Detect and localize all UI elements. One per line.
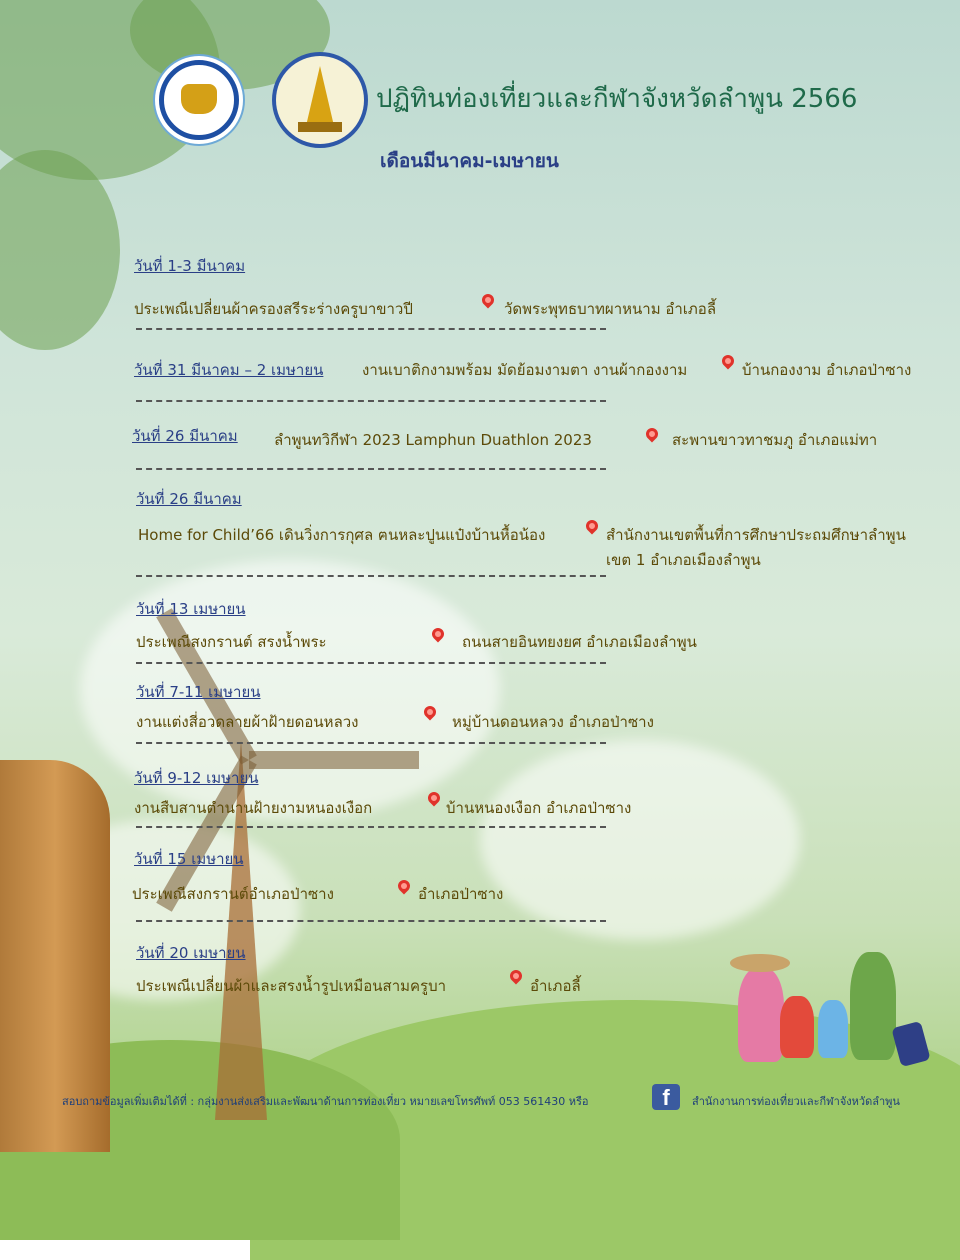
- ministry-logo: [155, 56, 243, 144]
- suitcase-icon: [891, 1021, 930, 1067]
- event-location: สำนักงานเขตพื้นที่การศึกษาประถมศึกษาลำพูน: [606, 526, 906, 544]
- event-name: งานเบาติกงามพร้อม มัดย้อมงามตา งานผ้ากองงาม: [362, 361, 688, 379]
- stupa-base: [298, 122, 342, 132]
- divider: [136, 662, 606, 664]
- event-name: ประเพณีเปลี่ยนผ้าครองสรีระร่างครูบาขาวปี: [134, 300, 413, 318]
- event-date: วันที่ 26 มีนาคม: [132, 427, 238, 445]
- event-name: ประเพณีสงกรานต์ สรงน้ำพระ: [136, 633, 327, 651]
- page-subtitle: เดือนมีนาคม-เมษายน: [380, 150, 559, 172]
- event-date: วันที่ 7-11 เมษายน: [136, 683, 261, 701]
- event-name: Home for Child’66 เดินวิ่งการกุศล ฅนหละปูนแป๋งบ้านหื้อน้อง: [138, 526, 546, 544]
- province-seal-logo: [276, 56, 364, 144]
- divider: [136, 575, 606, 577]
- event-location: ถนนสายอินทยงยศ อำเภอเมืองลำพูน: [462, 633, 697, 651]
- event-name: งานแต่งสี่อวดลายผ้าฝ้ายดอนหลวง: [136, 713, 359, 731]
- event-date: วันที่ 31 มีนาคม – 2 เมษายน: [134, 361, 324, 379]
- event-name: ลำพูนทวิกีฬา 2023 Lamphun Duathlon 2023: [274, 431, 592, 449]
- event-location-line2: เขต 1 อำเภอเมืองลำพูน: [606, 551, 761, 569]
- logo-emblem: [181, 84, 217, 114]
- event-name: ประเพณีสงกรานต์อำเภอป่าซาง: [132, 885, 334, 903]
- traveler-hat: [730, 954, 790, 972]
- event-location: บ้านหนองเงือก อำเภอป่าซาง: [446, 799, 632, 817]
- divider: [136, 742, 606, 744]
- event-location: วัดพระพุทธบาทผาหนาม อำเภอลี้: [504, 300, 717, 318]
- traveler-woman: [738, 968, 784, 1062]
- traveler-girl: [780, 996, 814, 1058]
- event-date: วันที่ 1-3 มีนาคม: [134, 257, 246, 275]
- divider: [136, 826, 606, 828]
- traveler-man: [850, 952, 896, 1060]
- event-location: บ้านกองงาม อำเภอป่าซาง: [742, 361, 912, 379]
- divider: [136, 468, 606, 470]
- event-location: หมู่บ้านดอนหลวง อำเภอป่าซาง: [452, 713, 654, 731]
- windmill-blade: [249, 751, 419, 769]
- divider: [136, 400, 606, 402]
- event-location: อำเภอป่าซาง: [418, 885, 504, 903]
- page-title: ปฏิทินท่องเที่ยวและกีฬาจังหวัดลำพูน 2566: [376, 84, 858, 114]
- divider: [136, 328, 606, 330]
- event-date: วันที่ 26 มีนาคม: [136, 490, 242, 508]
- event-location: อำเภอลี้: [530, 977, 581, 995]
- event-location: สะพานขาวทาชมภู อำเภอแม่ทา: [672, 431, 878, 449]
- event-date: วันที่ 13 เมษายน: [136, 600, 246, 618]
- event-date: วันที่ 15 เมษายน: [134, 850, 244, 868]
- traveler-boy: [818, 1000, 848, 1058]
- divider: [136, 920, 606, 922]
- event-date: วันที่ 20 เมษายน: [136, 944, 246, 962]
- event-name: ประเพณีเปลี่ยนผ้าและสรงน้ำรูปเหมือนสามครูบา: [136, 977, 447, 995]
- event-date: วันที่ 9-12 เมษายน: [134, 769, 259, 787]
- facebook-icon[interactable]: f: [652, 1084, 680, 1110]
- stupa-icon: [306, 66, 334, 126]
- cloud: [480, 740, 800, 940]
- travelers-illustration: [728, 944, 938, 1070]
- event-name: งานสืบสานตำนานฝ้ายงามหนองเงือก: [134, 799, 373, 817]
- footer-page-name: สำนักงานการท่องเที่ยวและกีฬาจังหวัดลำพูน: [692, 1095, 900, 1108]
- footer-contact: สอบถามข้อมูลเพิ่มเติมได้ที่ : กลุ่มงานส่งเสริมและพัฒนาด้านการท่องเที่ยว หมายเลขโทรศัพท์ 053 561430 หรือ: [62, 1095, 589, 1108]
